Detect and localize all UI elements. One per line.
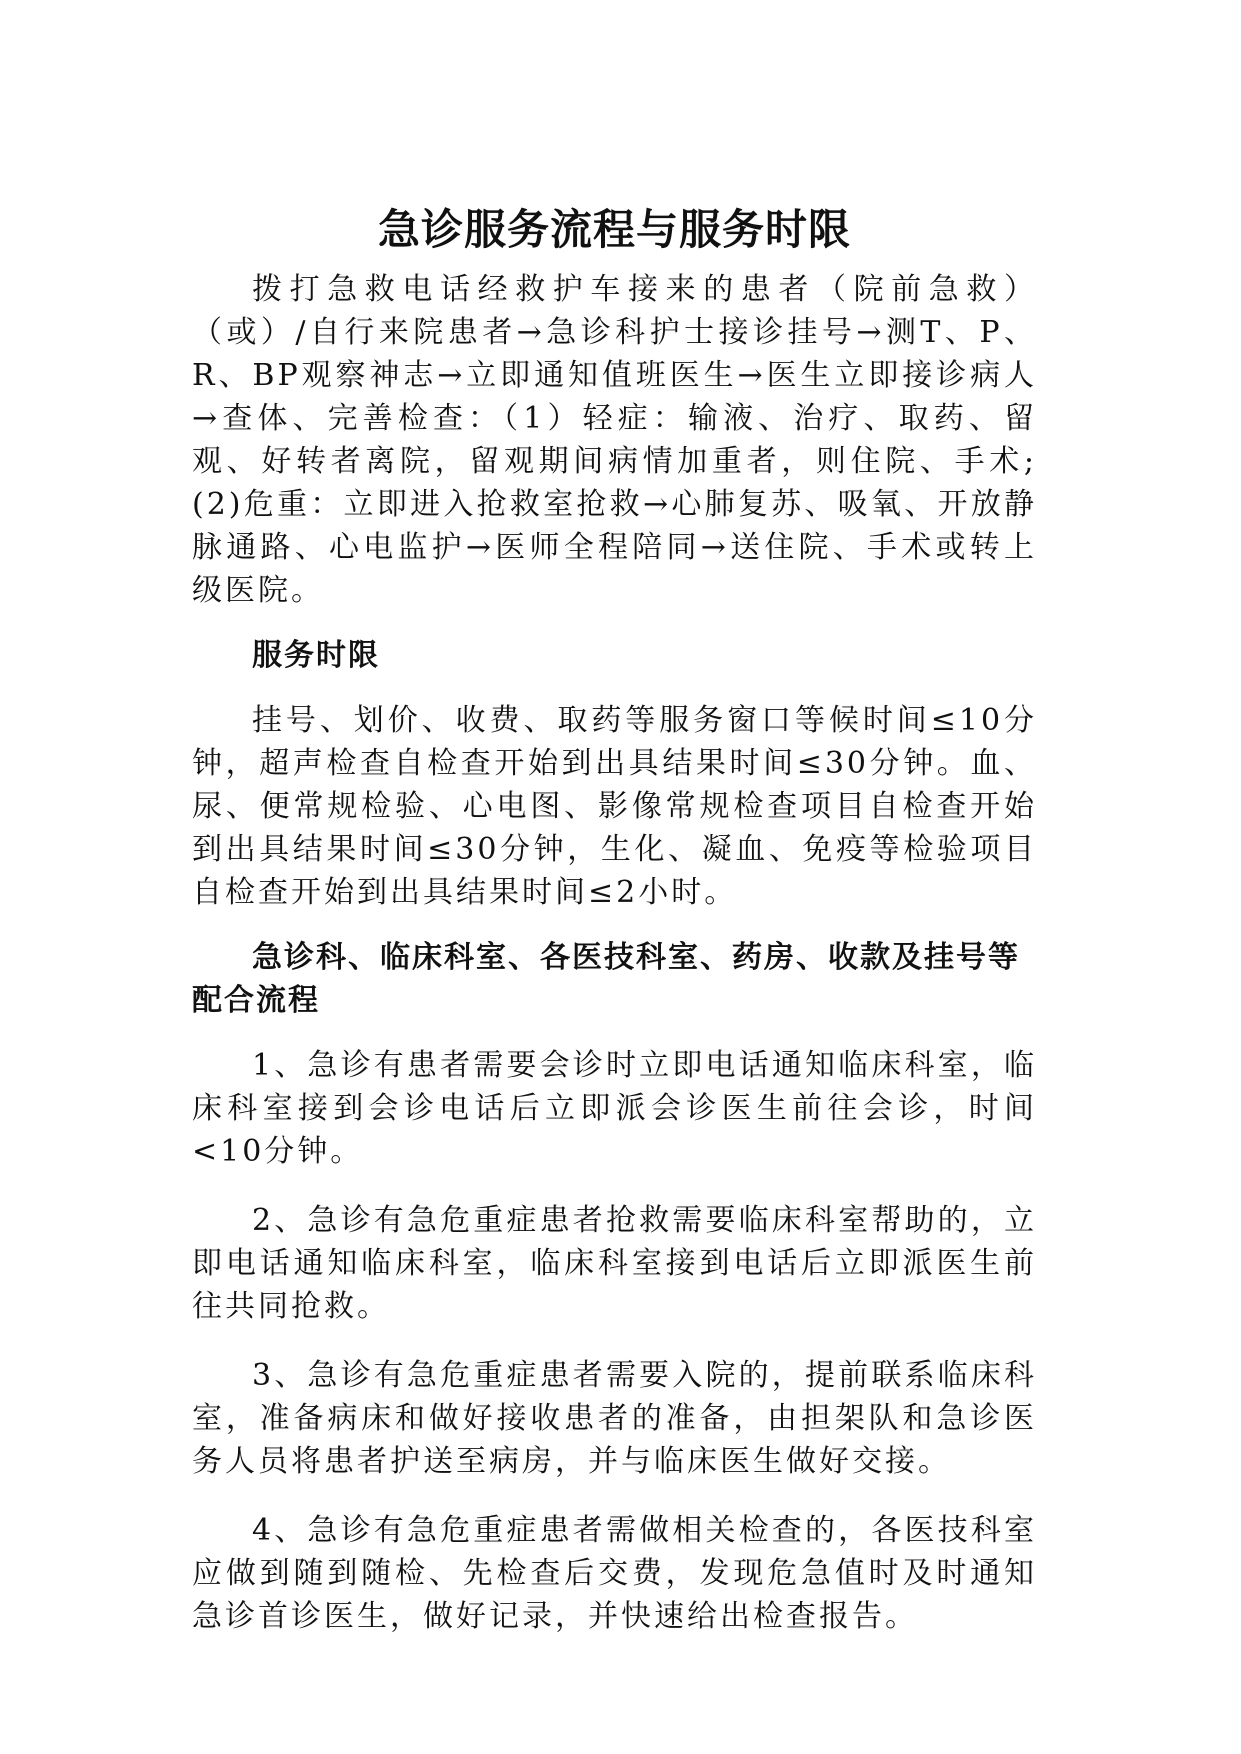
- intro-paragraph: 拨打急救电话经救护车接来的患者（院前急救）（或）/自行来院患者→急诊科护士接诊挂号→测T、P、R、BP观察神志→立即通知值班医生→医生立即接诊病人→查体、完善检查：（1）轻症：输液、治疗、取药、留观、好转者离院，留观期间病情加重者，则住院、手术;(2)危重：立即进入抢救室抢救→心肺复苏、吸氧、开放静脉通路、心电监护→医师全程陪同→送住院、手术或转上级医院。: [192, 272, 1037, 608]
- document-page: [192, 200, 1037, 1638]
- cooperation-item-3: 3、急诊有急危重症患者需要入院的，提前联系临床科室，准备病床和做好接收患者的准备，由担架队和急诊医务人员将患者护送至病房，并与临床医生做好交接。: [192, 1358, 1037, 1479]
- cooperation-heading: 急诊科、临床科室、各医技科室、药房、收款及挂号等配合流程: [192, 940, 1020, 1018]
- cooperation-item-4: 4、急诊有急危重症患者需做相关检查的，各医技科室应做到随到随检、先检查后交费，发现危急值时及时通知急诊首诊医生，做好记录，并快速给出检查报告。: [192, 1513, 1037, 1634]
- document-title: 急诊服务流程与服务时限: [377, 205, 851, 254]
- cooperation-item-2: 2、急诊有急危重症患者抢救需要临床科室帮助的，立即电话通知临床科室，临床科室接到电话后立即派医生前往共同抢救。: [192, 1203, 1037, 1324]
- service-time-heading: 服务时限: [252, 638, 380, 673]
- cooperation-item-1: 1、急诊有患者需要会诊时立即电话通知临床科室，临床科室接到会诊电话后立即派会诊医生前往会诊，时间<10分钟。: [192, 1048, 1037, 1169]
- service-time-paragraph: 挂号、划价、收费、取药等服务窗口等候时间≤10分钟，超声检查自检查开始到出具结果时间≤30分钟。血、尿、便常规检验、心电图、影像常规检查项目自检查开始到出具结果时间≤30分钟，生化、凝血、免疫等检验项目自检查开始到出具结果时间≤2小时。: [192, 703, 1037, 910]
